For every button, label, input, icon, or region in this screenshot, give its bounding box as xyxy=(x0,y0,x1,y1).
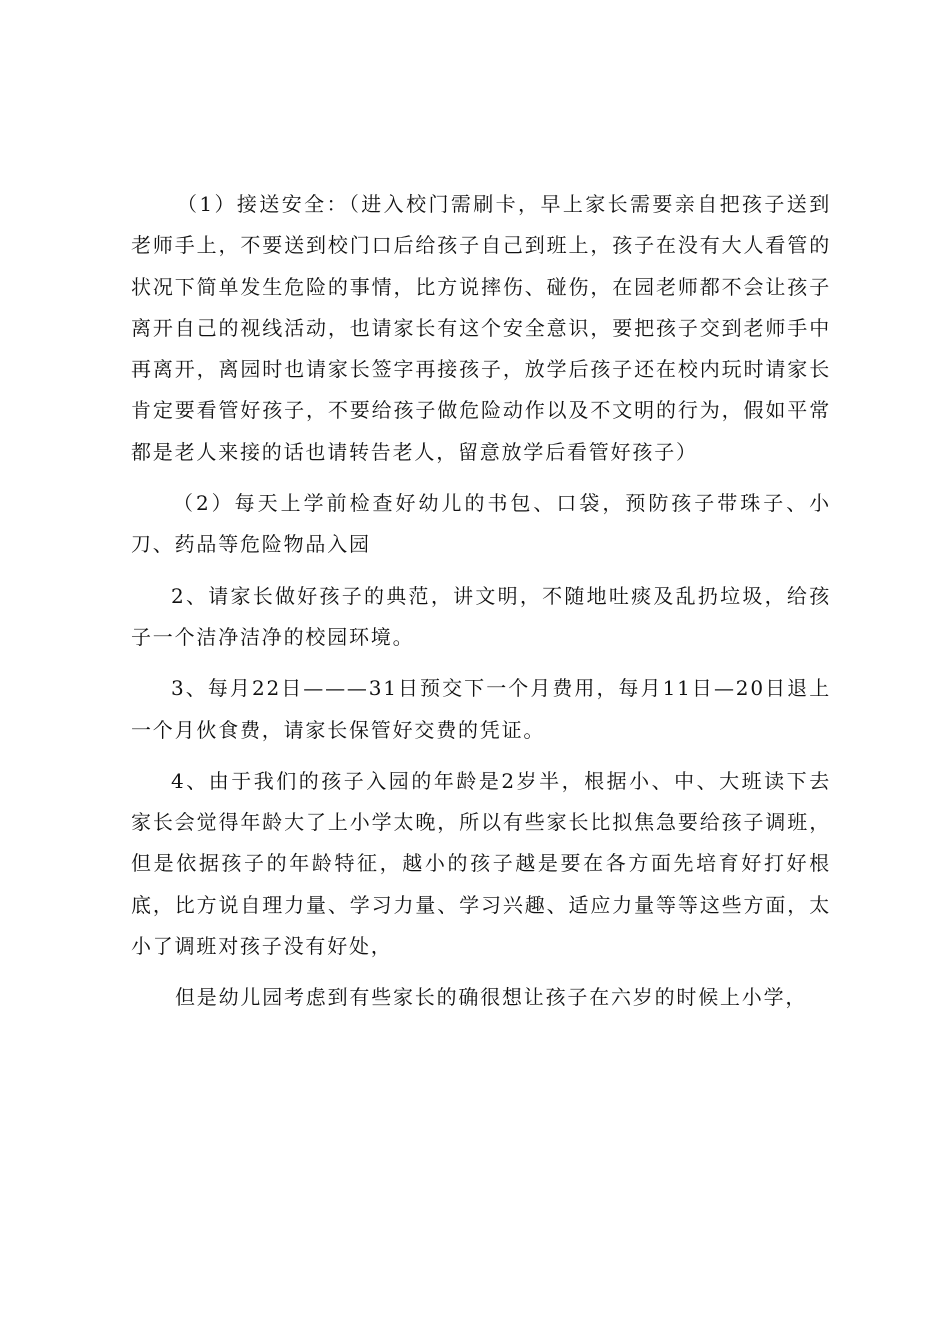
paragraph-bag-check: （2）每天上学前检查好幼儿的书包、口袋，预防孩子带珠子、小刀、药品等危险物品入园 xyxy=(131,491,831,557)
paragraph-fees: 3、每月22日———31日预交下一个月费用，每月11日—20日退上一个月伙食费，请家长保管好交费的凭证。 xyxy=(131,676,831,742)
document-body xyxy=(131,184,831,1019)
paragraph-role-model: 2、请家长做好孩子的典范，讲文明，不随地吐痰及乱扔垃圾，给孩子一个洁净洁净的校园环境。 xyxy=(131,583,831,649)
paragraph-pickup-safety: （1）接送安全：（进入校门需刷卡，早上家长需要亲自把孩子送到老师手上，不要送到校门口后给孩子自己到班上，孩子在没有大人看管的状况下简单发生危险的事情，比方说摔伤、碰伤，在园老师都不会让孩子离开自己的视线活动，也请家长有这个安全意识，要把孩子交到老师手中再离开，离园时也请家长签字再接孩子，放学后孩子还在校内玩时请家长肯定要看管好孩子，不要给孩子做危险动作以及不文明的行为，假如平常都是老人来接的话也请转告老人，留意放学后看管好孩子） xyxy=(131,192,831,464)
paragraph-class-age: 4、由于我们的孩子入园的年龄是2岁半，根据小、中、大班读下去家长会觉得年龄大了上小学太晚，所以有些家长比拟焦急要给孩子调班，但是依据孩子的年龄特征，越小的孩子越是要在各方面先培育好打好根底，比方说自理力量、学习力量、学习兴趣、适应力量等等这些方面，太小了调班对孩子没有好处， xyxy=(131,768,831,959)
paragraph-primary-school: 但是幼儿园考虑到有些家长的确很想让孩子在六岁的时候上小学， xyxy=(175,985,808,1010)
